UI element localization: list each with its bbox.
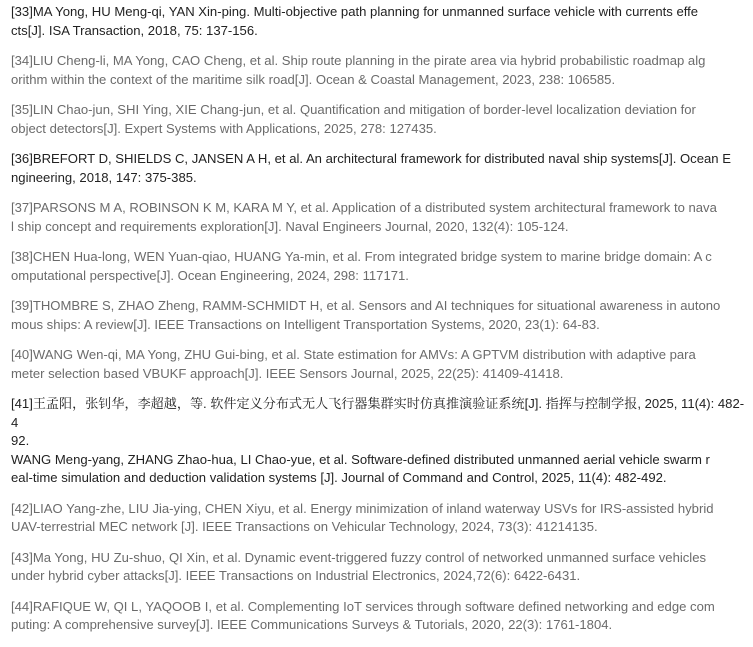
- reference-line: [34]LIU Cheng-li, MA Yong, CAO Cheng, et al. Ship route planning in the pirate area via hybrid probabilistic roadmap alg: [11, 53, 706, 68]
- reference-line: [40]WANG Wen-qi, MA Yong, ZHU Gui-bing, et al. State estimation for AMVs: A GPTVM distribution with adaptive para: [11, 347, 696, 362]
- reference-line: [33]MA Yong, HU Meng-qi, YAN Xin-ping. Multi-objective path planning for unmanned surface vehicle with currents effe: [11, 4, 699, 19]
- reference-entry-40: [11, 346, 745, 383]
- reference-line: l ship concept and requirements exploration[J]. Naval Engineers Journal, 2020, 132(4): 105-124.: [11, 218, 569, 234]
- reference-line: meter selection based VBUKF approach[J]. IEEE Sensors Journal, 2025, 22(25): 41409-41418.: [11, 365, 564, 381]
- reference-line: [42]LIAO Yang-zhe, LIU Jia-ying, CHEN Xiyu, et al. Energy minimization of inland waterway USVs for IRS-assisted hybrid: [11, 500, 714, 516]
- reference-line: [44]RAFIQUE W, QI L, YAQOOB I, et al. Complementing IoT services through software defined networking and edge com: [11, 598, 715, 614]
- reference-entry-42: [11, 500, 745, 537]
- reference-line: [39]THOMBRE S, ZHAO Zheng, RAMM-SCHMIDT H, et al. Sensors and AI techniques for situational awareness in autono: [11, 298, 721, 313]
- reference-line: cts[J]. ISA Transaction, 2018, 75: 137-156.: [11, 22, 258, 38]
- reference-line: [37]PARSONS M A, ROBINSON K M, KARA M Y, et al. Application of a distributed system architectural framework to nava: [11, 200, 717, 215]
- reference-entry-39: [11, 297, 745, 334]
- reference-line: object detectors[J]. Expert Systems with Applications, 2025, 278: 127435.: [11, 120, 437, 136]
- reference-entry-43: [11, 549, 745, 586]
- reference-entry-33: [11, 3, 745, 40]
- reference-line: omputational perspective[J]. Ocean Engineering, 2024, 298: 117171.: [11, 267, 409, 283]
- reference-line: [41]王孟阳，张钊华，李超越，等. 软件定义分布式无人飞行器集群实时仿真推演验证系统[J]. 指挥与控制学报, 2025, 11(4): 482-4: [11, 396, 745, 430]
- reference-line: [38]CHEN Hua-long, WEN Yuan-qiao, HUANG Ya-min, et al. From integrated bridge system to marine bridge domain: A c: [11, 249, 712, 264]
- reference-line: orithm within the context of the maritime silk road[J]. Ocean & Coastal Management, 2023, 238: 106585.: [11, 71, 616, 87]
- reference-entry-35: [11, 101, 745, 138]
- reference-entry-34: [11, 52, 745, 89]
- reference-line: [36]BREFORT D, SHIELDS C, JANSEN A H, et al. An architectural framework for distributed naval ship systems[J]. Ocean E: [11, 151, 731, 166]
- reference-entry-36: [11, 150, 745, 187]
- reference-entry-41: [11, 395, 745, 488]
- reference-line: UAV-terrestrial MEC network [J]. IEEE Transactions on Vehicular Technology, 2024, 73(3): 41214135.: [11, 519, 598, 534]
- reference-line: mous ships: A review[J]. IEEE Transactions on Intelligent Transportation Systems, 2020, 23(1): 64-83.: [11, 316, 600, 332]
- reference-line: ngineering, 2018, 147: 375-385.: [11, 169, 197, 185]
- reference-line: [35]LIN Chao-jun, SHI Ying, XIE Chang-jun, et al. Quantification and mitigation of border-level localization deviation for: [11, 102, 696, 117]
- reference-entry-37: [11, 199, 745, 236]
- reference-line: puting: A comprehensive survey[J]. IEEE Communications Surveys & Tutorials, 2020, 22(3): 1761-1804.: [11, 617, 613, 632]
- reference-list: [11, 3, 745, 647]
- reference-line: [43]Ma Yong, HU Zu-shuo, QI Xin, et al. Dynamic event-triggered fuzzy control of networked unmanned surface vehicles: [11, 549, 707, 565]
- reference-line: WANG Meng-yang, ZHANG Zhao-hua, LI Chao-yue, et al. Software-defined distributed unmanned aerial vehicle swarm r: [11, 451, 710, 467]
- reference-line: 92.: [11, 433, 30, 448]
- reference-entry-38: [11, 248, 745, 285]
- reference-line: under hybrid cyber attacks[J]. IEEE Transactions on Industrial Electronics, 2024,72(6): 6422-6431.: [11, 568, 581, 583]
- reference-line: eal-time simulation and deduction validation systems [J]. Journal of Command and Control, 2025, 11(4): 482-492.: [11, 470, 667, 485]
